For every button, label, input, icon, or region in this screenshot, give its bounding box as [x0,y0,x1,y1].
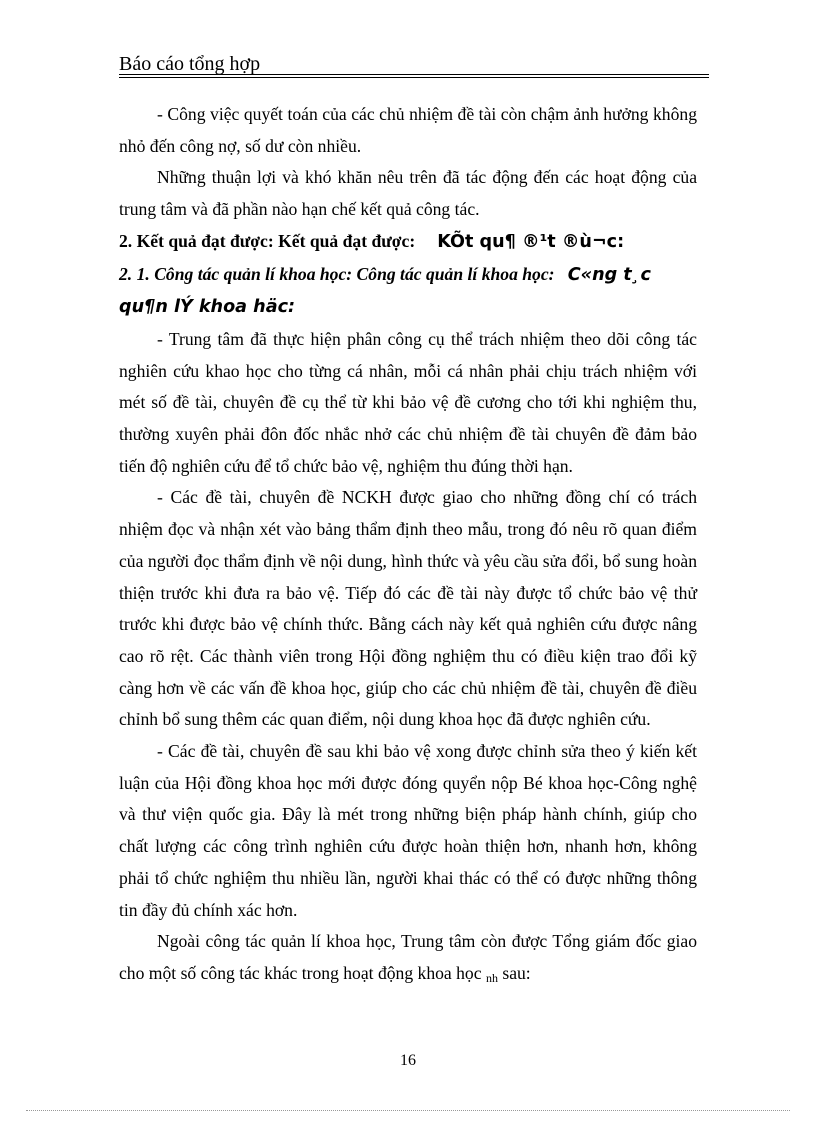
header-rule-thin [119,77,709,78]
section-heading-text: 2. Kết quả đạt được: Kết quả đạt được: [119,230,416,251]
header-rule [119,74,709,75]
paragraph-submission: - Các đề tài, chuyên đề sau khi bảo vệ xong được chỉnh sửa theo ý kiến kết luận của Hội đồng khoa học mới được đóng quyển nộp Bé khoa học-Công nghệ và thư viện quốc gia. Đây là mét trong những biện pháp hành chính, giúp cho chất lượng các công trình nghiên cứu được hoàn thiện hơn, nhanh hơn, không phải tổ chức nghiệm thu nhiều lần, người khai thác có thể có được những thông tin đầy đủ chính xác hơn. [119,741,697,920]
page-bottom-rule [26,1110,790,1111]
other-tasks-fragment: nh [485,970,498,985]
page-header [119,52,709,76]
subsection-heading-text: 2. 1. Công tác quản lí khoa học: Công tác quản lí khoa học: [119,263,555,284]
subsection-heading-garbled-1: C«ng t¸c [567,264,651,285]
paragraph-review: - Các đề tài, chuyên đề NCKH được giao cho những đồng chí có trách nhiệm đọc và nhận xét vào bảng thẩm định theo mẫu, trong đó nêu rõ quan điểm của người đọc thẩm định về nội dung, hình thức và yêu cầu sửa đổi, bổ sung hoàn thiện trước khi đưa ra bảo vệ. Tiếp đó các đề tài này được tổ chức bảo vệ thử trước khi được bảo vệ chính thức. Bằng cách này kết quả nghiên cứu được nâng cao rõ rệt. Các thành viên trong Hội đồng nghiệm thu có điều kiện trao đổi kỹ càng hơn về các vấn đề khoa học, giúp cho các chủ nhiệm đề tài, chuyên đề điều chỉnh bổ sung thêm các quan điểm, nội dung khoa học đã được nghiên cứu. [119,487,697,730]
paragraph-assignment: - Trung tâm đã thực hiện phân công cụ thể trách nhiệm theo dõi công tác nghiên cứu khao học cho từng cá nhân, mỗi cá nhân phải chịu trách nhiệm với mét số đề tài, chuyên đề cụ thể từ khi bảo vệ đề cương cho tới khi nghiệm thu, thường xuyên phải đôn đốc nhắc nhở các chủ nhiệm đề tài chuyên đề đảm bảo tiến độ nghiên cứu để tổ chức bảo vệ, nghiệm thu đúng thời hạn. [119,328,697,476]
paragraph-difficulties: Những thuận lợi và khó khăn nêu trên đã tác động đến các hoạt động của trung tâm và đã phần nào hạn chế kết quả công tác. [119,167,697,220]
header-title: Báo cáo tổng hợp [119,53,261,75]
page-number: 16 [400,1052,416,1069]
other-tasks-end: sau: [502,962,531,983]
section-heading-results [119,226,697,259]
subsection-heading-science-management [119,259,697,324]
page-footer [0,1052,816,1070]
document-body [119,99,697,995]
other-tasks-text: Ngoài công tác quản lí khoa học, Trung tâm còn được Tổng giám đốc giao cho một số công tác khác trong hoạt động khoa học [119,931,697,983]
section-heading-garbled: KÕt qu¶ ®¹t ®ù¬c: [437,231,625,252]
paragraph-other-tasks [119,926,697,994]
paragraph-settlement: - Công việc quyết toán của các chủ nhiệm đề tài còn chậm ảnh hưởng không nhỏ đến công nợ, số dư còn nhiều. [119,104,697,156]
subsection-heading-garbled-2: qu¶n lÝ khoa häc: [119,297,296,318]
